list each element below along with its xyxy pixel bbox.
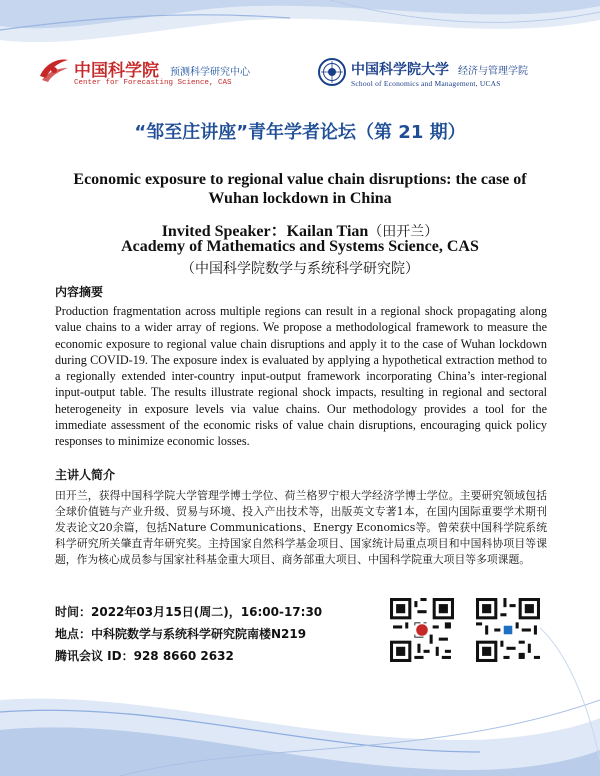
left-logo-name-cn: 中国科学院 [74, 61, 159, 81]
event-time: 时间：2022年03月15日(周二)，16:00-17:30 [55, 605, 323, 619]
series-title: “邹至庄讲座”青年学者论坛（第 21 期） [134, 122, 466, 143]
abstract-text: Production fragmentation across multiple regions can result in a regional shock propagating along value chains to a wider array of regions. We propose a methodological framework to measure the economic exposure to regional value chain disruptions and apply it to the case of Wuhan lockdown during COVID-19. The exposure index is evaluated by applying a hypothetical extraction method to a regionally extended inter-country input-output framework incorporating China’s inter-regional input-output table. The results illustrate regional shock impacts, resulting in regional and sectoral heterogeneity in exposure levels via value chains. Our methodology provides a tool for the immediate assessment of the economic risks of value chain disruptions, encouraging quick policy responses to minimize economic losses. [55, 304, 547, 449]
speaker-label: Invited Speaker： [161, 223, 287, 240]
talk-title: Economic exposure to regional value chain disruptions: the case of Wuhan lockdown in China [73, 171, 527, 207]
bio-heading: 主讲人简介 [55, 468, 116, 482]
speaker-name-cn: （田开兰） [368, 224, 439, 240]
speaker-affiliation-en: Academy of Mathematics and Systems Science, CAS [121, 238, 479, 255]
right-logo-name-cn: 中国科学院大学 [351, 62, 449, 78]
speaker-name-en: Kailan Tian [286, 223, 369, 240]
event-place: 地点：中科院数学与系统科学研究院南楼N219 [55, 627, 307, 641]
ucas-sem-logo [318, 58, 578, 94]
right-logo-unit-cn: 经济与管理学院 [458, 66, 528, 77]
forecasting-center-emblem-icon [38, 56, 70, 84]
qr-code-left[interactable] [390, 598, 454, 662]
speaker-affiliation-cn: （中国科学院数学与系统科学研究院） [181, 261, 419, 277]
qr-code-right[interactable] [476, 598, 540, 662]
ucas-seal-icon [318, 58, 346, 86]
left-logo-name-en: Center for Forecasting Science, CAS [74, 79, 232, 87]
event-meeting-id: 腾讯会议 ID：928 8660 2632 [55, 649, 234, 663]
bio-text: 田开兰，获得中国科学院大学管理学博士学位、荷兰格罗宁根大学经济学博士学位。主要研究领域包括全球价值链与产业升级、贸易与环境、投入产出技术等，出版英文专著1本，在国内国际重要学术期刊发表论文20余篇，包括Nature Communications、Energy Economics等。曾荣获中国科学院系统科学研究所关肇直青年研究奖。主持国家自然科学基金项目、国家统计局重点项目和中国科协项目等课题，作为核心成员参与国家社科基金重大项目、商务部重大项目、中国科学院重大项目等多项课题。 [55, 489, 547, 566]
forecasting-center-logo [38, 54, 278, 94]
right-logo-name-en: School of Economics and Management, UCAS [351, 79, 501, 88]
left-logo-unit-cn: 预测科学研究中心 [170, 67, 250, 78]
abstract-heading: 内容摘要 [55, 285, 104, 299]
